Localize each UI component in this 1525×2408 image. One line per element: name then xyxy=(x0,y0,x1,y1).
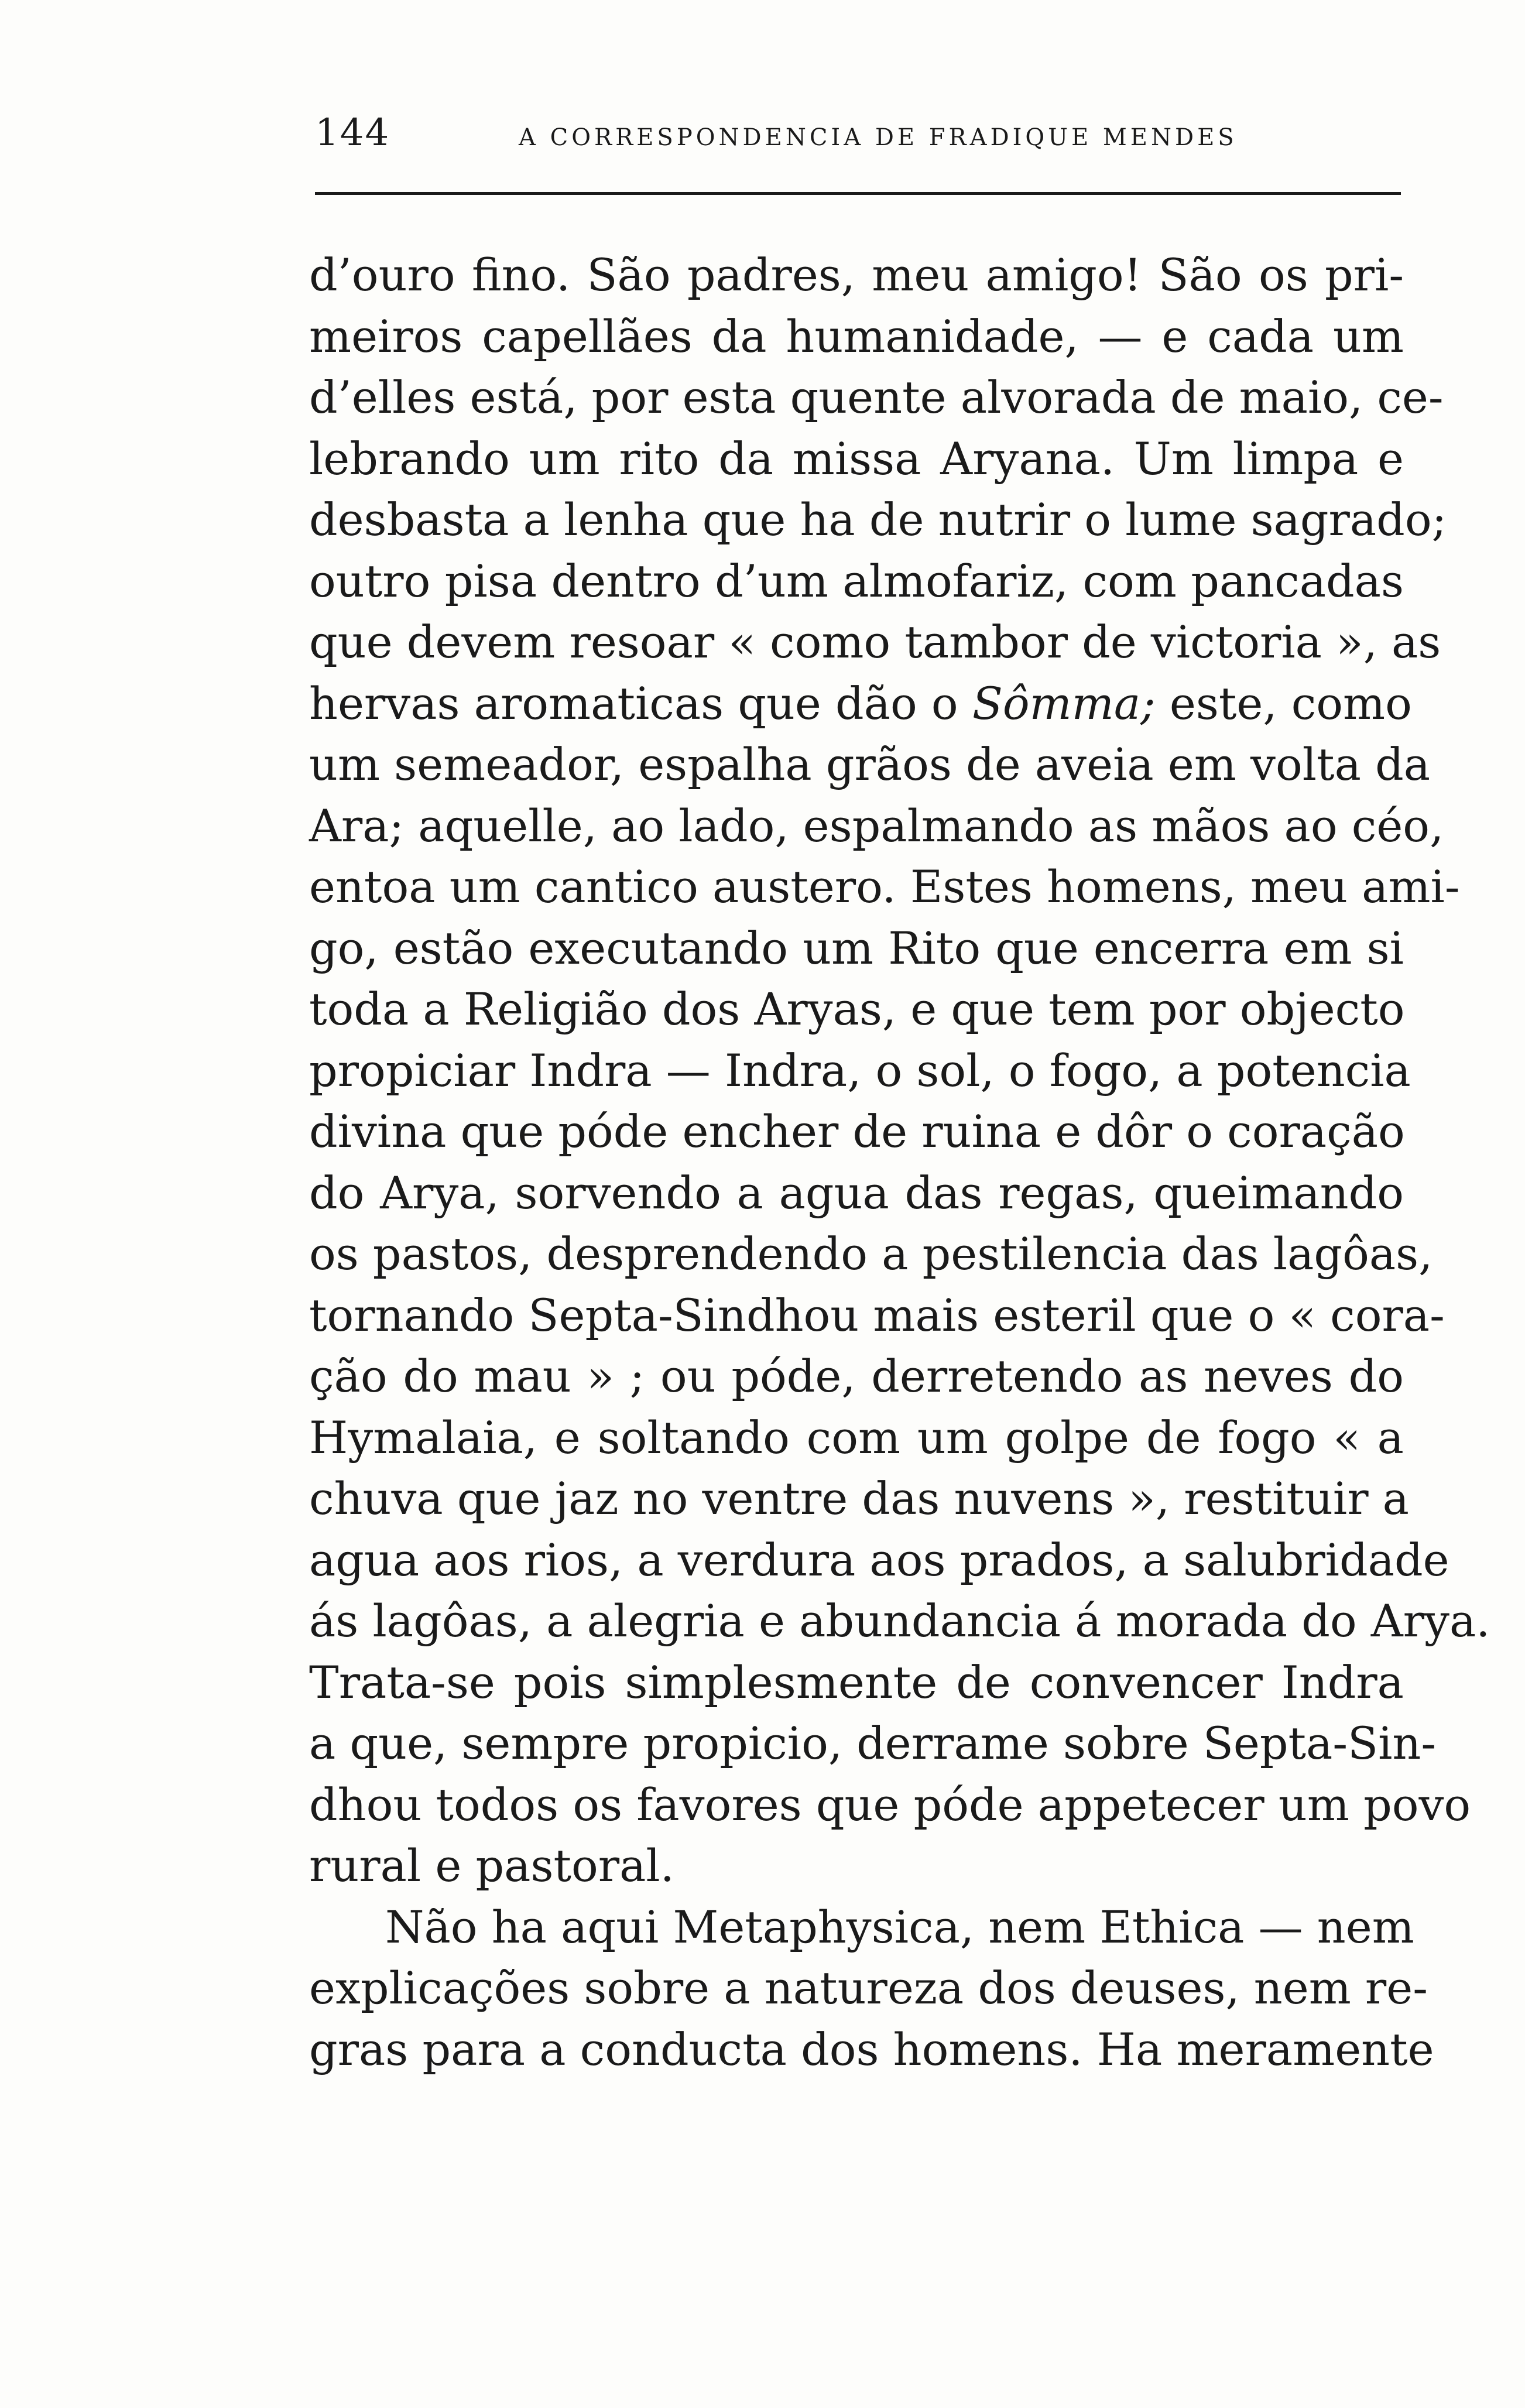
text-line: explicações sobre a natureza dos deuses, nem re- xyxy=(309,1962,1428,2014)
text-line: divina que póde encher de ruina e dôr o coração xyxy=(309,1105,1405,1157)
text-line: d’ouro fino. São padres, meu amigo! São os pri- xyxy=(309,249,1404,301)
italic-word: Sômma; xyxy=(972,677,1156,729)
text-line: do Arya, sorvendo a agua das regas, queimando xyxy=(309,1166,1404,1219)
text-line: ção do mau » ; ou póde, derretendo as neves do xyxy=(309,1350,1404,1402)
text-segment: este, como xyxy=(1169,677,1412,729)
text-line: d’elles está, por esta quente alvorada de maio, ce- xyxy=(309,371,1444,423)
text-line: go, estão executando um Rito que encerra em si xyxy=(309,922,1404,974)
text-line: outro pisa dentro d’um almofariz, com pancadas xyxy=(309,554,1404,607)
running-head xyxy=(315,107,1398,159)
text-line: chuva que jaz no ventre das nuvens », restituir a xyxy=(309,1472,1409,1525)
text-line: tornando Septa-Sindhou mais esteril que o « cora- xyxy=(309,1289,1445,1341)
text-line: que devem resoar « como tambor de victoria », as xyxy=(309,616,1441,668)
running-title: A CORRESPONDENCIA DE FRADIQUE MENDES xyxy=(519,124,1238,151)
text-line: Trata-se pois simplesmente de convencer Indra xyxy=(309,1656,1404,1708)
text-line: Ara; aquelle, ao lado, espalmando as mãos ao céo, xyxy=(309,799,1444,852)
text-line: toda a Religião dos Aryas, e que tem por objecto xyxy=(309,983,1405,1035)
text-line: dhou todos os favores que póde appetecer um povo xyxy=(309,1778,1471,1831)
text-line: rural e pastoral. xyxy=(309,1840,674,1892)
text-line: agua aos rios, a verdura aos prados, a salubridade xyxy=(309,1533,1449,1586)
text-line: um semeador, espalha grãos de aveia em volta da xyxy=(309,738,1431,790)
text-line: desbasta a lenha que ha de nutrir o lume sagrado; xyxy=(309,494,1447,546)
text-line: ás lagôas, a alegria e abundancia á morada do Arya. xyxy=(309,1595,1490,1647)
text-line: Hymalaia, e soltando com um golpe de fogo « a xyxy=(309,1411,1404,1464)
header-rule xyxy=(315,192,1401,195)
text-line: a que, sempre propicio, derrame sobre Septa-Sin- xyxy=(309,1717,1437,1769)
text-line: lebrando um rito da missa Aryana. Um limpa e xyxy=(309,432,1404,485)
text-line: meiros capellães da humanidade, — e cada um xyxy=(309,310,1404,362)
text-line: propiciar Indra — Indra, o sol, o fogo, a potencia xyxy=(309,1044,1411,1097)
text-line: os pastos, desprendendo a pestilencia das lagôas, xyxy=(309,1228,1433,1280)
text-line: gras para a conducta dos homens. Ha meramente xyxy=(309,2023,1434,2075)
text-line-paragraph-start: Não ha aqui Metaphysica, nem Ethica — nem xyxy=(385,1900,1414,1953)
text-line: entoa um cantico austero. Estes homens, meu ami- xyxy=(309,861,1460,913)
body-text xyxy=(309,245,1490,2080)
text-line-mixed xyxy=(309,673,1412,735)
text-segment: hervas aromaticas que dão o xyxy=(309,677,958,729)
page-number: 144 xyxy=(315,111,390,155)
